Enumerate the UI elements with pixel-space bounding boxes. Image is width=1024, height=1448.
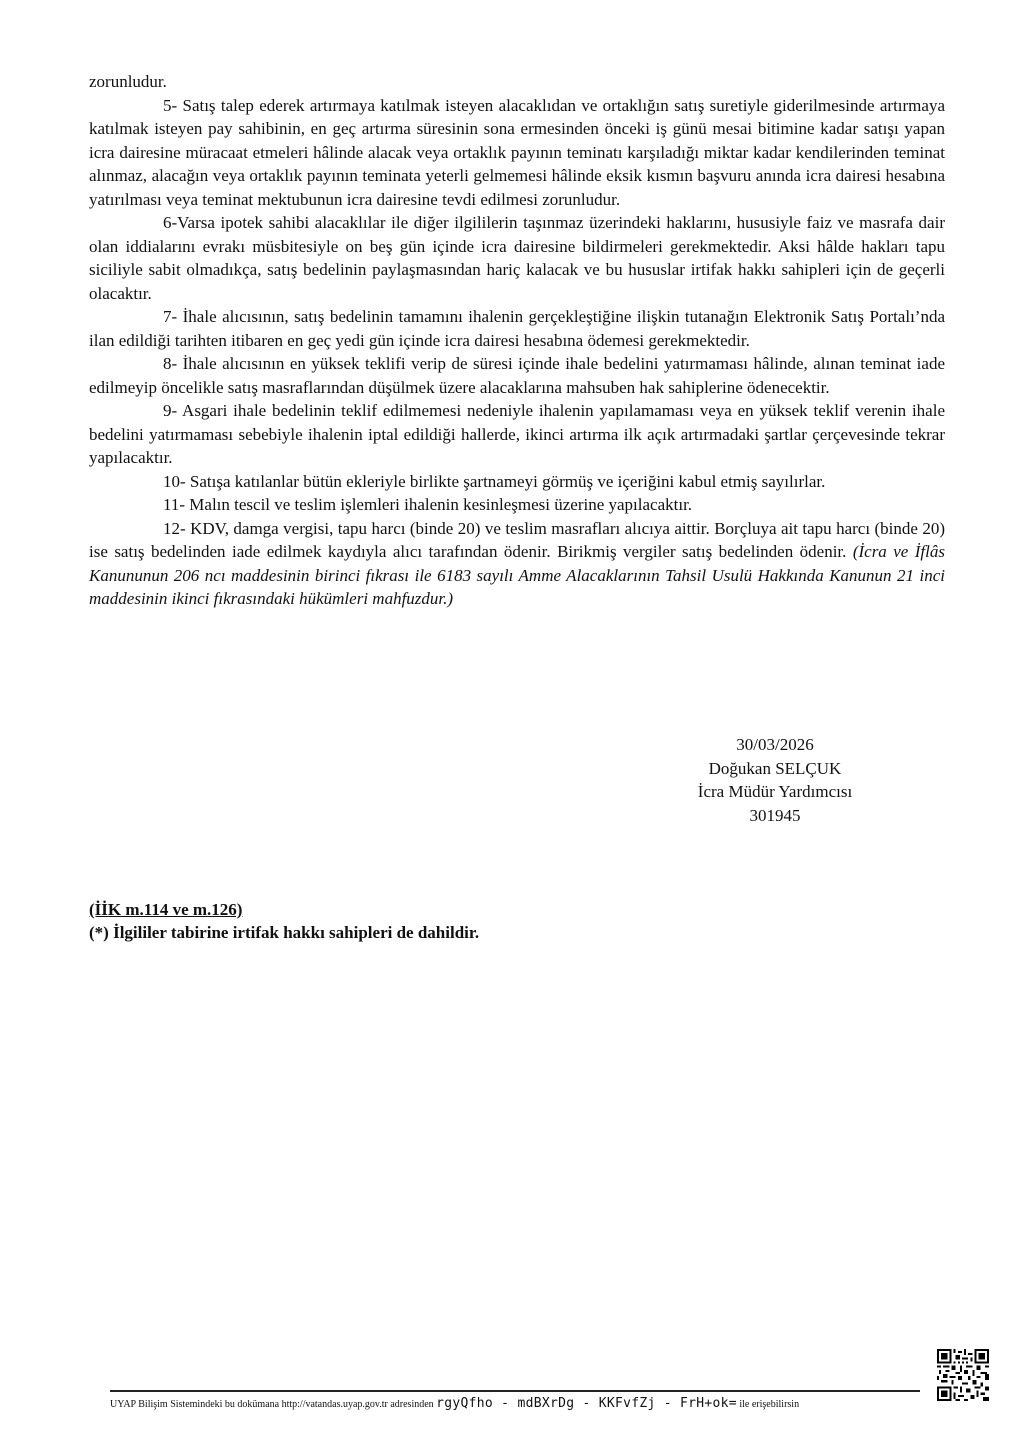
signature-title: İcra Müdür Yardımcısı (697, 782, 853, 801)
verification-code: rgyQfho - mdBXrDg - KKFvfZj - FrH+ok= (436, 1396, 737, 1411)
document-body (89, 70, 945, 611)
law-reference: (İİK m.114 ve m.126) (89, 900, 243, 919)
paragraph-12-text: 12- KDV, damga vergisi, tapu harcı (binde 20) ve teslim masrafları alıcıya aittir. Borçluya ait tapu harcı (binde 20) ise satış bedelinden iade edilmek kaydıyla alıcı tarafından ödenir. Birikmiş vergiler satış bedelinden ödenir. (89, 518, 945, 561)
paragraph-11: 11- Malın tescil ve teslim işlemleri ihalenin kesinleşmesi üzerine yapılacaktır. (163, 495, 693, 514)
notes-block (89, 898, 479, 944)
signature-name: Doğukan SELÇUK (708, 758, 842, 778)
signature-block (670, 733, 880, 827)
paragraph-9: 9- Asgari ihale bedelinin teklif edilmemesi nedeniyle ihalenin yapılamaması veya en yüksek teklif verenin ihale bedelini yatırmaması sebebiyle ihalenin iptal edildiği hallerde, ikinci artırma ilk açık artırmadaki şartlar çerçevesinde tekrar yapılacaktır. (89, 401, 945, 467)
footer-divider (110, 1390, 920, 1392)
paragraph-6: 6-Varsa ipotek sahibi alacaklılar ile diğer ilgililerin taşınmaz üzerindeki haklarını, hususiyle faiz ve masrafa dair olan iddialarını evrakı müsbitesiyle on beş gün içinde icra dairesine bildirmeleri gerekmektedir. Aksi hâlde hakları tapu siciliyle sabit olmadıkça, satış bedelinin paylaşmasından hariç kalacak ve bu hususlar irtifak hakkı sahipleri için de geçerli olacaktır. (89, 213, 945, 303)
paragraph-12-legal-note: (İcra ve İflâs Kanununun 206 ncı maddesinin birinci fıkrası ile 6183 sayılı Amme Alacaklarının Tahsil Usulü Hakkında Kanunun 21 inci maddesinin ikinci fıkrasındaki hükümleri mahfuzdur.) (89, 542, 945, 608)
signature-date: 30/03/2026 (736, 735, 814, 754)
footer (110, 1396, 930, 1411)
paragraph-8: 8- İhale alıcısının en yüksek teklifi verip de süresi içinde ihale bedelini yatırmaması hâlinde, alınan teminat iade edilmeyip öncelikle satış masraflarından düşülmek üzere alacaklarına mahsuben hak sahiplerine ödenecektir. (89, 354, 945, 397)
footer-prefix: UYAP Bilişim Sistemindeki bu dokümana http://vatandas.uyap.gov.tr adresinden (110, 1399, 434, 1410)
stakeholder-note: (*) İlgililer tabirine irtifak hakkı sahipleri de dahildir. (89, 923, 480, 942)
footer-suffix: ile erişebilirsin (739, 1399, 800, 1410)
paragraph-7: 7- İhale alıcısının, satış bedelinin tamamını ihalenin gerçekleştiğine ilişkin tutanağın Elektronik Satış Portalı’nda ilan edildiği tarihten itibaren en geç yedi gün içinde icra dairesi hesabına ödemesi gerekmektedir. (89, 307, 945, 350)
paragraph-intro: zorunludur. (89, 72, 167, 91)
signature-number: 301945 (749, 805, 801, 825)
paragraph-12 (89, 517, 945, 611)
paragraph-10: 10- Satışa katılanlar bütün ekleriyle birlikte şartnameyi görmüş ve içeriğini kabul etmiş sayılırlar. (163, 471, 826, 491)
paragraph-5: 5- Satış talep ederek artırmaya katılmak isteyen alacaklıdan ve ortaklığın satış suretiyle giderilmesinde artırmaya katılmak isteyen pay sahibinin, en geç artırma süresinin sona ermesinden önceki iş günü mesai bitimine kadar satışı yapan icra dairesine müracaat etmeleri hâlinde alacak veya ortaklık payının teminatı karşıladığı miktar kadar kendilerinden teminat alınmaz, alacağın veya ortaklık payının teminata yeterli gelmemesi hâlinde eksik kısmın başvuru anında icra dairesi hesabına yatırılması veya teminat mektubunun icra dairesine tevdi edilmesi zorunludur. (89, 95, 945, 209)
qr-code-icon (937, 1349, 989, 1401)
